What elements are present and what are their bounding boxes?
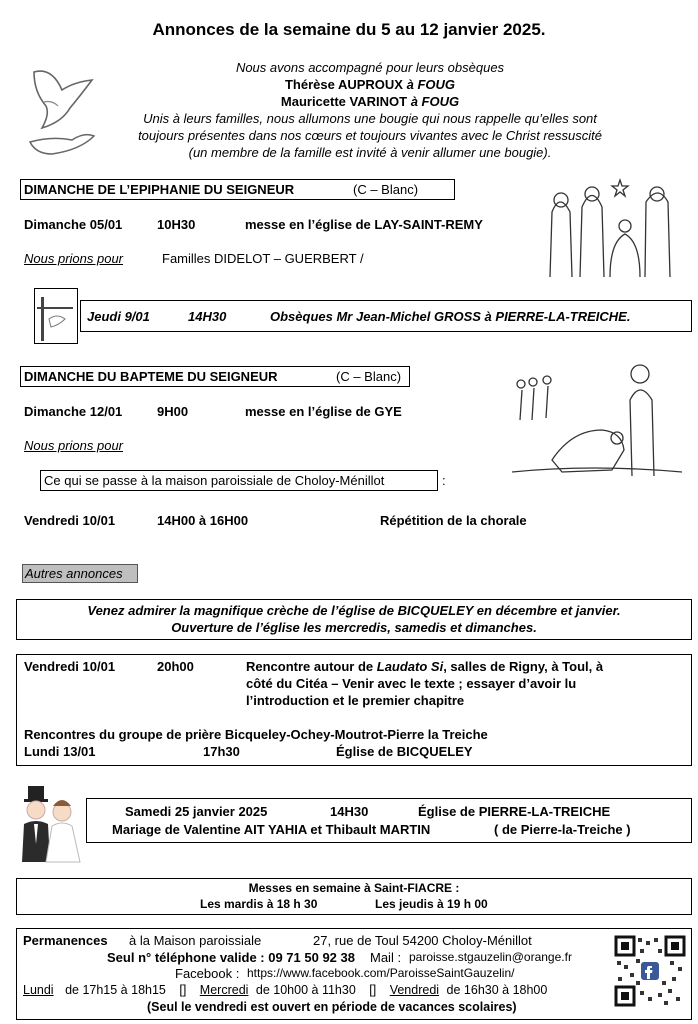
bapteme-heading: DIMANCHE DU BAPTEME DU SEIGNEUR <box>24 369 278 384</box>
epiphanie-heading: DIMANCHE DE L’EPIPHANIE DU SEIGNEUR <box>24 182 295 197</box>
bapteme-heading-box <box>20 366 410 387</box>
obseques-text-1: Unis à leurs familles, nous allumons une bougie qui nous rappelle qu’elles sont <box>143 111 597 126</box>
maison-what: Répétition de la chorale <box>380 513 527 528</box>
mariage-note: ( de Pierre-la-Treiche ) <box>494 822 631 837</box>
autres-annonces-label: Autres annonces <box>25 566 123 581</box>
obseques-jeudi-time: 14H30 <box>188 309 227 324</box>
permanences-tel: Seul n° téléphone valide : 09 71 50 92 38 <box>107 950 355 965</box>
mariage-place: Église de PIERRE-LA-TREICHE <box>418 804 611 819</box>
bapteme-day: Dimanche 12/01 <box>24 404 123 419</box>
permanences-box <box>16 928 692 1020</box>
permanences-lieu: à la Maison paroissiale <box>129 933 262 948</box>
laudato-day: Vendredi 10/01 <box>24 659 116 674</box>
dove-illustration <box>22 62 102 162</box>
baptism-illustration <box>512 360 682 480</box>
obseques-text-3: (un membre de la famille est invité à venir allumer une bougie). <box>188 145 552 160</box>
epiphanie-prions-label: Nous prions pour <box>24 251 123 266</box>
maison-heading-box <box>40 470 438 491</box>
wedding-illustration <box>18 784 82 864</box>
bapteme-prions-label: Nous prions pour <box>24 438 123 453</box>
creche-line-1: Venez admirer la magnifique crèche de l’église de BICQUELEY en décembre et janvier. <box>87 603 621 618</box>
person-place: FOUG <box>417 77 456 92</box>
hours-lundi: de 17h15 à 18h15 <box>65 983 166 997</box>
obseques-person-1 <box>106 77 634 92</box>
qr-code <box>614 935 686 1007</box>
cross-icon <box>35 289 77 343</box>
page-title: Annonces de la semaine du 5 au 12 janvier 2025. <box>152 20 546 39</box>
maison-day: Vendredi 10/01 <box>24 513 116 528</box>
permanences-address: 27, rue de Toul 54200 Choloy-Ménillot <box>313 933 532 948</box>
messes-jeudis: Les jeudis à 19 h 00 <box>375 897 488 911</box>
laudato-l1a: Rencontre autour de <box>246 659 377 674</box>
person-name: Mauricette VARINOT <box>280 94 408 109</box>
laudato-line-3: l’introduction et le premier chapitre <box>246 693 465 708</box>
epiphanie-day: Dimanche 05/01 <box>24 217 123 232</box>
facebook-link[interactable]: https://www.facebook.com/ParoisseSaintGauzelin/ <box>247 966 515 980</box>
epiphanie-heading-box <box>20 179 455 200</box>
groupe-day: Lundi 13/01 <box>24 744 96 759</box>
mariage-names: Mariage de Valentine AIT YAHIA et Thibault MARTIN <box>112 822 431 837</box>
permanences-label: Permanences <box>23 933 108 948</box>
obseques-intro: Nous avons accompagné pour leurs obsèques <box>235 60 505 75</box>
autres-annonces-box <box>22 564 138 583</box>
hours-vendredi: de 16h30 à 18h00 <box>446 983 548 997</box>
person-a: à <box>410 94 418 109</box>
bapteme-time: 9H00 <box>157 404 189 419</box>
laudato-box <box>16 654 692 766</box>
mariage-date: Samedi 25 janvier 2025 <box>125 804 268 819</box>
person-a: à <box>406 77 414 92</box>
permanences-hours <box>23 983 547 997</box>
separator: [] <box>179 983 187 997</box>
day-mercredi: Mercredi <box>199 983 249 997</box>
maison-heading: Ce qui se passe à la maison paroissiale de Choloy-Ménillot <box>44 473 385 488</box>
mariage-time: 14H30 <box>330 804 369 819</box>
bapteme-note: (C – Blanc) <box>336 369 402 384</box>
groupe-time: 17h30 <box>203 744 240 759</box>
laudato-title: Laudato Si <box>376 659 444 674</box>
obseques-person-2 <box>106 94 634 109</box>
mariage-box <box>86 798 692 843</box>
permanences-note: (Seul le vendredi est ouvert en période de vacances scolaires) <box>147 1000 517 1014</box>
creche-line-2: Ouverture de l’église les mercredis, samedis et dimanches. <box>171 620 537 635</box>
epiphanie-what: messe en l’église de LAY-SAINT-REMY <box>245 217 483 232</box>
person-place: FOUG <box>421 94 460 109</box>
messes-heading: Messes en semaine à Saint-FIACRE : <box>248 881 460 895</box>
permanences-mail-label: Mail : <box>370 950 402 965</box>
creche-box <box>16 599 692 640</box>
groupe-priere: Rencontres du groupe de prière Bicqueley-Ochey-Moutrot-Pierre la Treiche <box>24 727 488 742</box>
obseques-jeudi-box <box>80 300 692 332</box>
obseques-jeudi-day: Jeudi 9/01 <box>87 309 150 324</box>
person-name: Thérèse AUPROUX <box>284 77 403 92</box>
obseques-text-2: toujours présentes dans nos cœurs et toujours vivantes avec le Christ ressuscité <box>138 128 602 143</box>
hours-mercredi: de 10h00 à 11h30 <box>255 983 356 997</box>
maison-colon: : <box>442 473 446 488</box>
day-lundi: Lundi <box>23 983 54 997</box>
laudato-l1c: , salles de Rigny, à Toul, à <box>443 659 604 674</box>
cross-image <box>34 288 78 344</box>
epiphanie-note: (C – Blanc) <box>353 182 419 197</box>
epiphanie-prions-text: Familles DIDELOT – GUERBERT / <box>162 251 364 266</box>
maison-time: 14H00 à 16H00 <box>157 513 249 528</box>
day-vendredi: Vendredi <box>389 983 440 997</box>
mail-link[interactable]: paroisse.stgauzelin@orange.fr <box>409 950 572 964</box>
laudato-line-2: côté du Citéa – Venir avec le texte ; essayer d’avoir lu <box>246 676 577 691</box>
permanences-fb-label: Facebook : <box>175 966 240 981</box>
separator: [] <box>369 983 377 997</box>
messes-mardis: Les mardis à 18 h 30 <box>200 897 318 911</box>
obseques-jeudi-what: Obsèques Mr Jean-Michel GROSS à PIERRE-LA-TREICHE. <box>270 309 631 324</box>
groupe-place: Église de BICQUELEY <box>336 744 473 759</box>
nativity-illustration <box>540 172 680 282</box>
bapteme-what: messe en l’église de GYE <box>245 404 402 419</box>
laudato-time: 20h00 <box>157 659 194 674</box>
epiphanie-time: 10H30 <box>157 217 196 232</box>
laudato-line-1 <box>246 659 691 674</box>
messes-box <box>16 878 692 915</box>
